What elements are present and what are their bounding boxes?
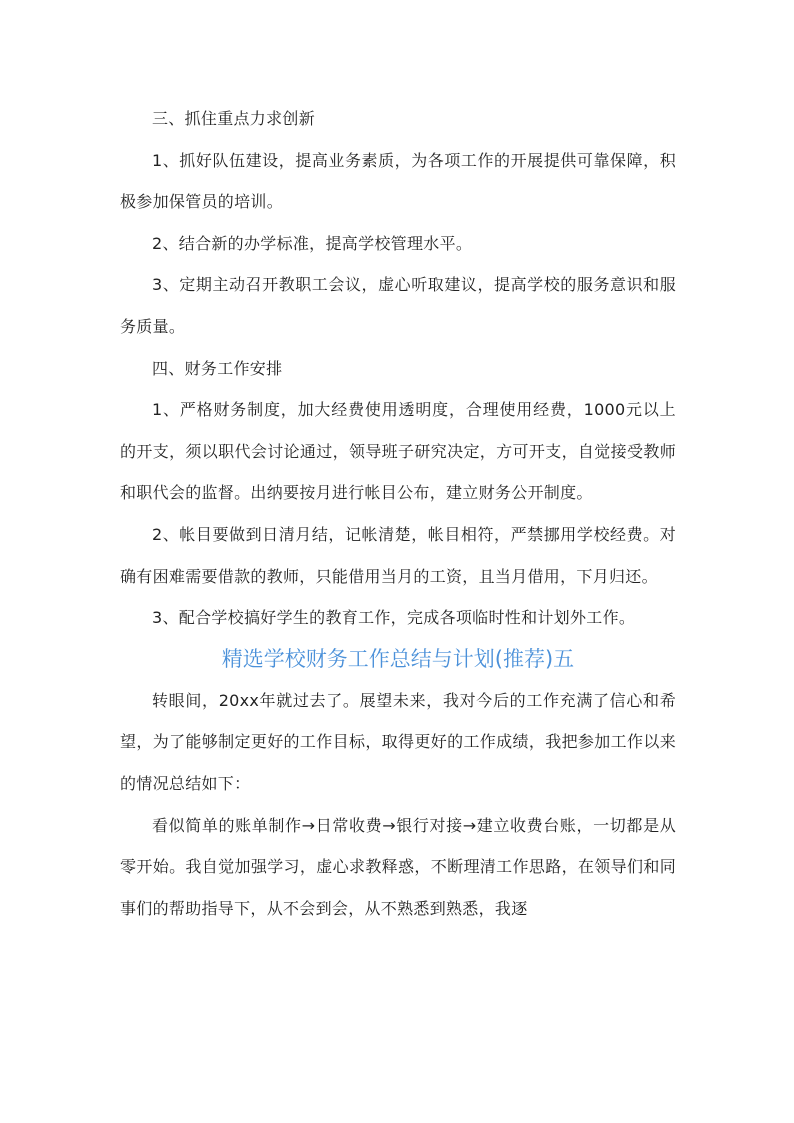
section-heading-four: 四、财务工作安排 (152, 358, 283, 378)
paragraph: 1、抓好队伍建设，提高业务素质，为各项工作的开展提供可靠保障，积极参加保管员的培训。 (120, 150, 676, 212)
paragraph: 2、帐目要做到日清月结，记帐清楚，帐目相符，严禁挪用学校经费。对确有困难需要借款的教师，只能借用当月的工资，且当月借用，下月归还。 (120, 524, 676, 586)
paragraph: 转眼间，20xx年就过去了。展望未来，我对今后的工作充满了信心和希望，为了能够制定更好的工作目标，取得更好的工作成绩，我把参加工作以来的情况总结如下： (120, 690, 676, 793)
section-title: 精选学校财务工作总结与计划(推荐)五 (221, 646, 575, 671)
paragraph: 3、配合学校搞好学生的教育工作，完成各项临时性和计划外工作。 (152, 608, 636, 628)
paragraph: 2、结合新的办学标准，提高学校管理水平。 (152, 233, 473, 253)
paragraph: 3、定期主动召开教职工会议，虚心听取建议，提高学校的服务意识和服务质量。 (120, 275, 676, 336)
paragraph: 1、严格财务制度，加大经费使用透明度，合理使用经费，1000元以上的开支，须以职代会讨论通过，领导班子研究决定，方可开支，自觉接受教师和职代会的监督。出纳要按月进行帐目公布，建立财务公开制度。 (120, 400, 676, 503)
section-heading-three: 三、抓住重点力求创新 (152, 109, 316, 128)
document-body (120, 98, 676, 929)
paragraph: 看似简单的账单制作→日常收费→银行对接→建立收费台账，一切都是从零开始。我自觉加强学习，虚心求教释惑，不断理清工作思路，在领导们和同事们的帮助指导下，从不会到会，从不熟悉到熟悉，我逐 (120, 815, 676, 918)
